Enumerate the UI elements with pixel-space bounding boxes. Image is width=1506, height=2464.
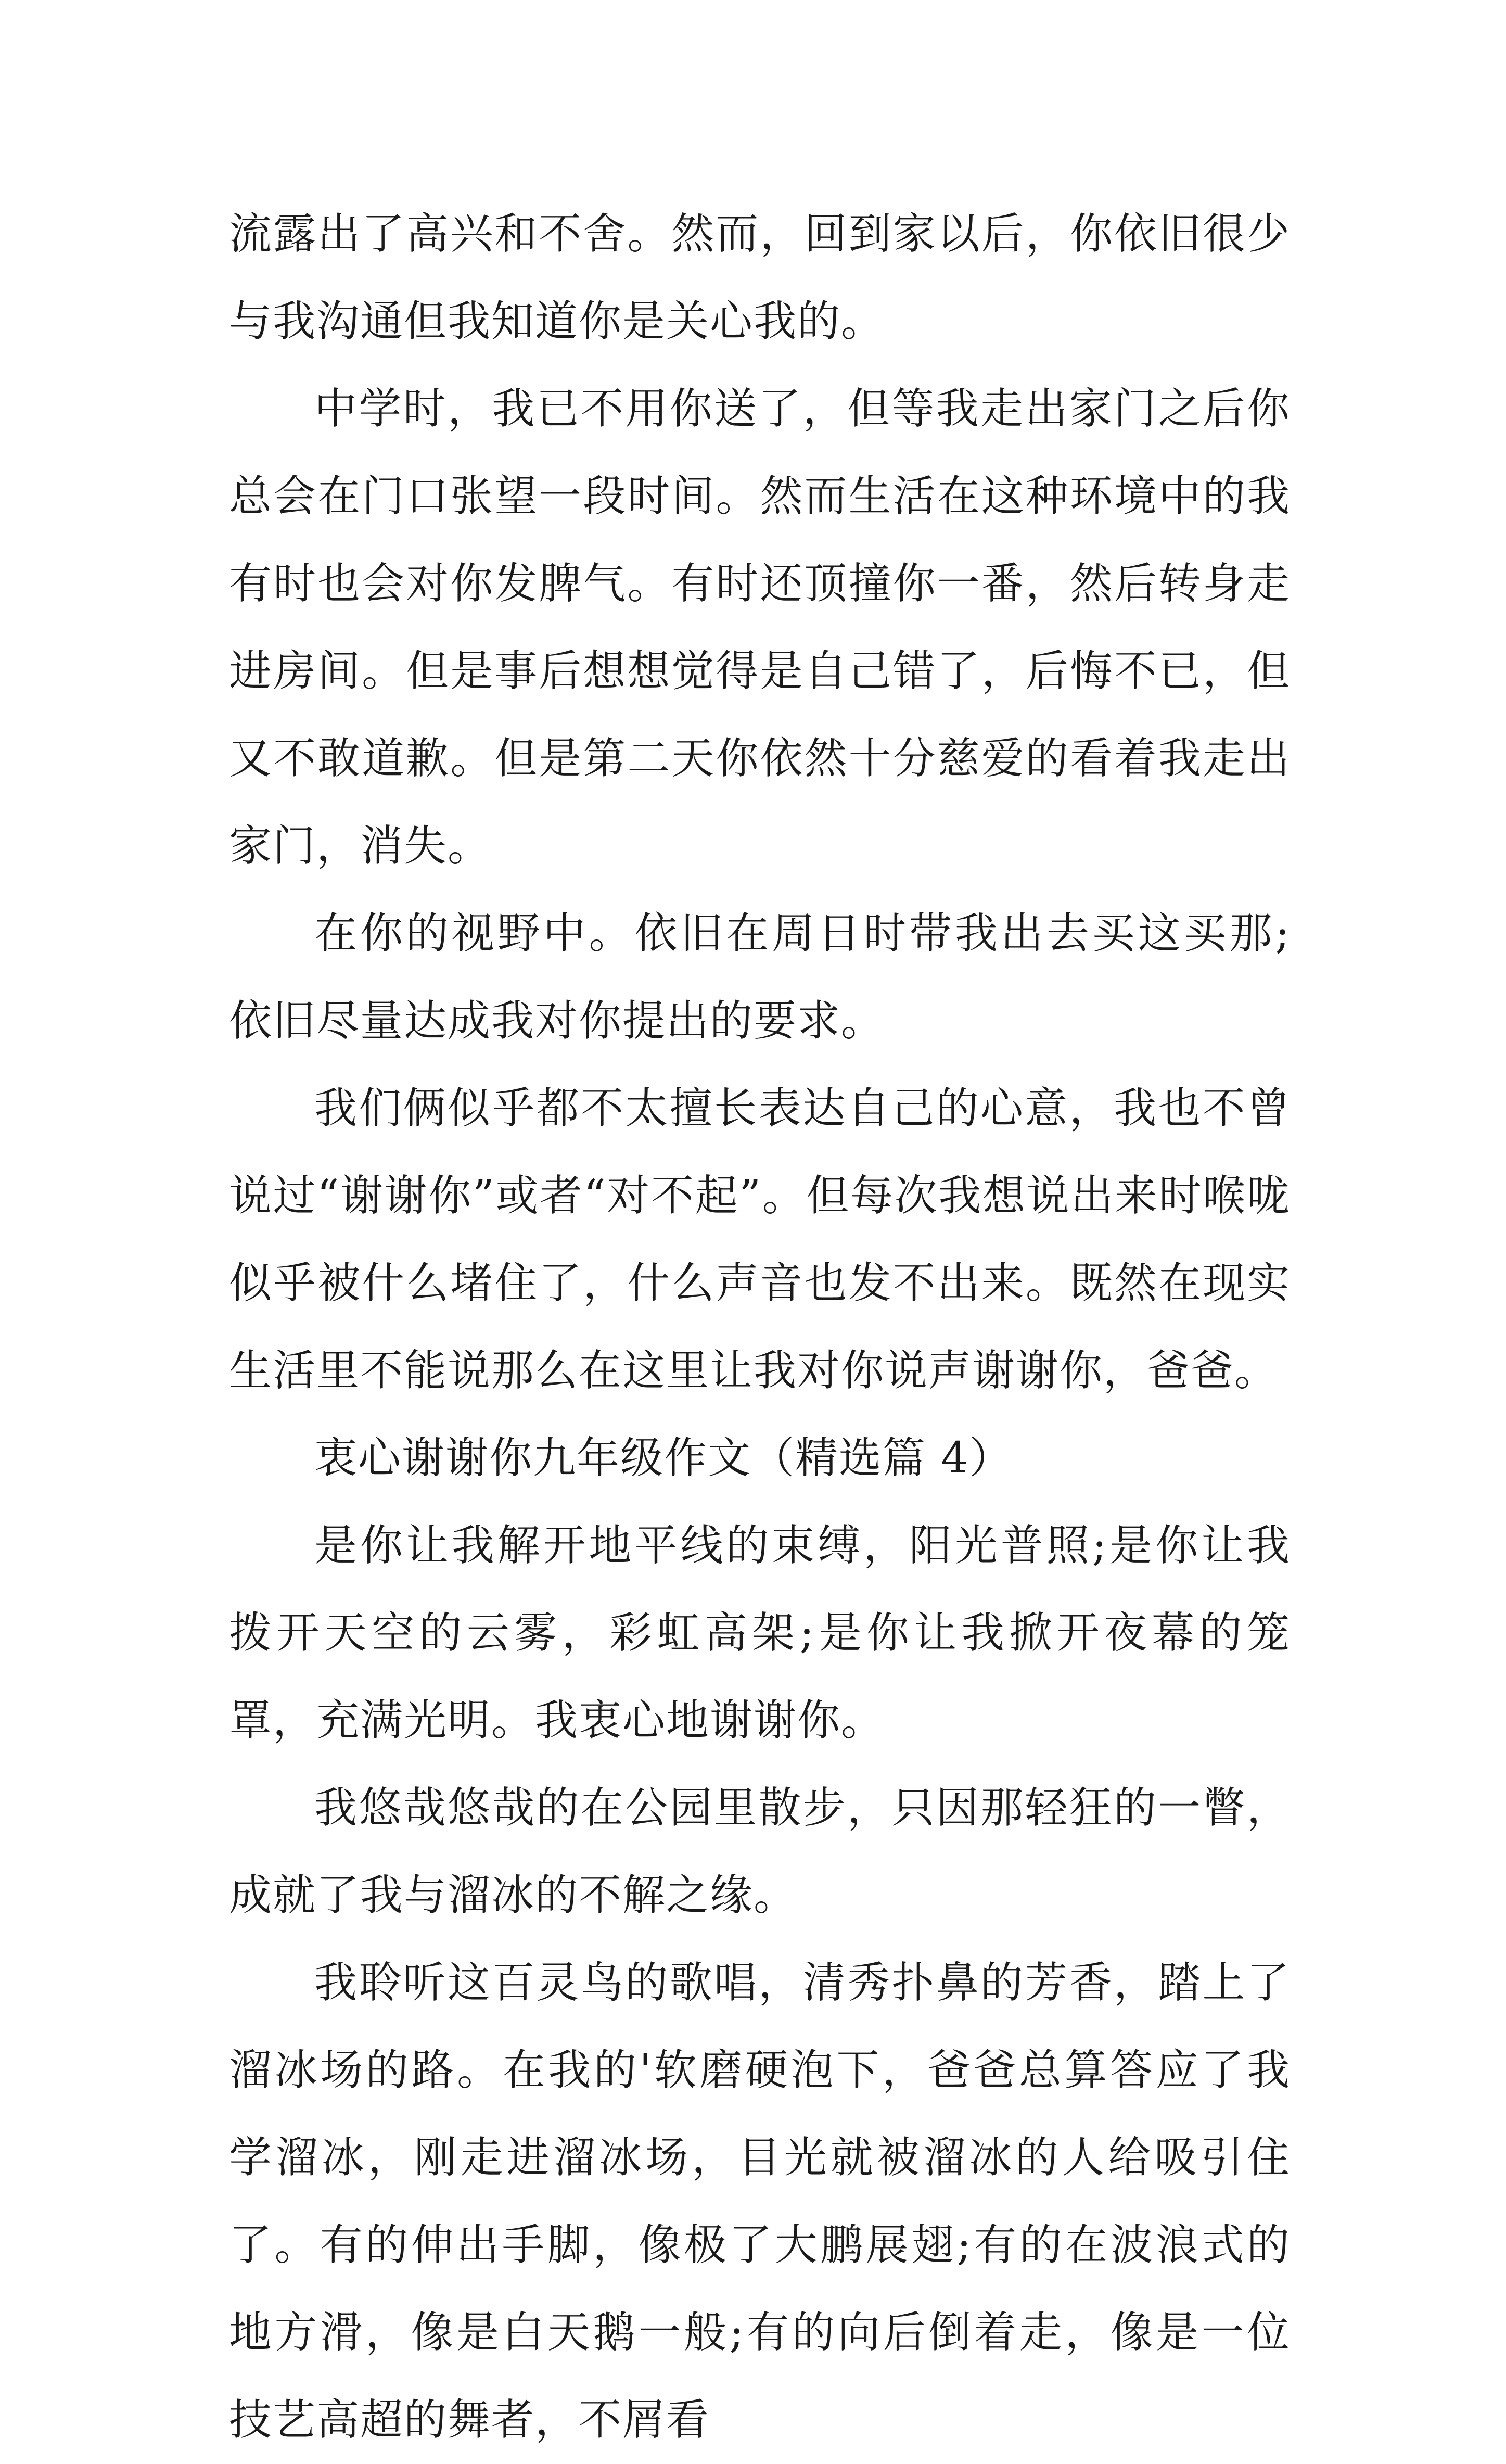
paragraph-2: 中学时，我已不用你送了，但等我走出家门之后你总会在门口张望一段时间。然而生活在这种环境中的我有时也会对你发脾气。有时还顶撞你一番，然后转身走进房间。但是事后想想觉得是自己错了，后悔不已，但又不敢道歉。但是第二天你依然十分慈爱的看着我走出家门，消失。 — [229, 384, 1291, 871]
paragraph-3: 在你的视野中。依旧在周日时带我出去买这买那;依旧尽量达成我对你提出的要求。 — [229, 909, 1291, 1046]
document-body — [229, 190, 1291, 2464]
paragraph-4: 我们俩似乎都不太擅长表达自己的心意，我也不曾说过“谢谢你”或者“对不起”。但每次我想说出来时喉咙似乎被什么堵住了，什么声音也发不出来。既然在现实生活里不能说那么在这里让我对你说声谢谢你，爸爸。 — [229, 1084, 1291, 1395]
section-heading: 衷心谢谢你九年级作文（精选篇 4） — [314, 1433, 1013, 1483]
paragraph-5: 是你让我解开地平线的束缚，阳光普照;是你让我拨开天空的云雾，彩虹高架;是你让我掀开夜幕的笼罩，充满光明。我衷心地谢谢你。 — [229, 1521, 1291, 1745]
paragraph-7: 我聆听这百灵鸟的歌唱，清秀扑鼻的芳香，踏上了溜冰场的路。在我的'软磨硬泡下，爸爸总算答应了我学溜冰，刚走进溜冰场，目光就被溜冰的人给吸引住了。有的伸出手脚，像极了大鹏展翅;有的在波浪式的地方滑，像是白天鹅一般;有的向后倒着走，像是一位技艺高超的舞者，不屑看 — [229, 1958, 1291, 2445]
paragraph-6: 我悠哉悠哉的在公园里散步，只因那轻狂的一瞥，成就了我与溜冰的不解之缘。 — [229, 1783, 1291, 1920]
paragraph-1: 流露出了高兴和不舍。然而，回到家以后，你依旧很少与我沟通但我知道你是关心我的。 — [229, 209, 1291, 346]
